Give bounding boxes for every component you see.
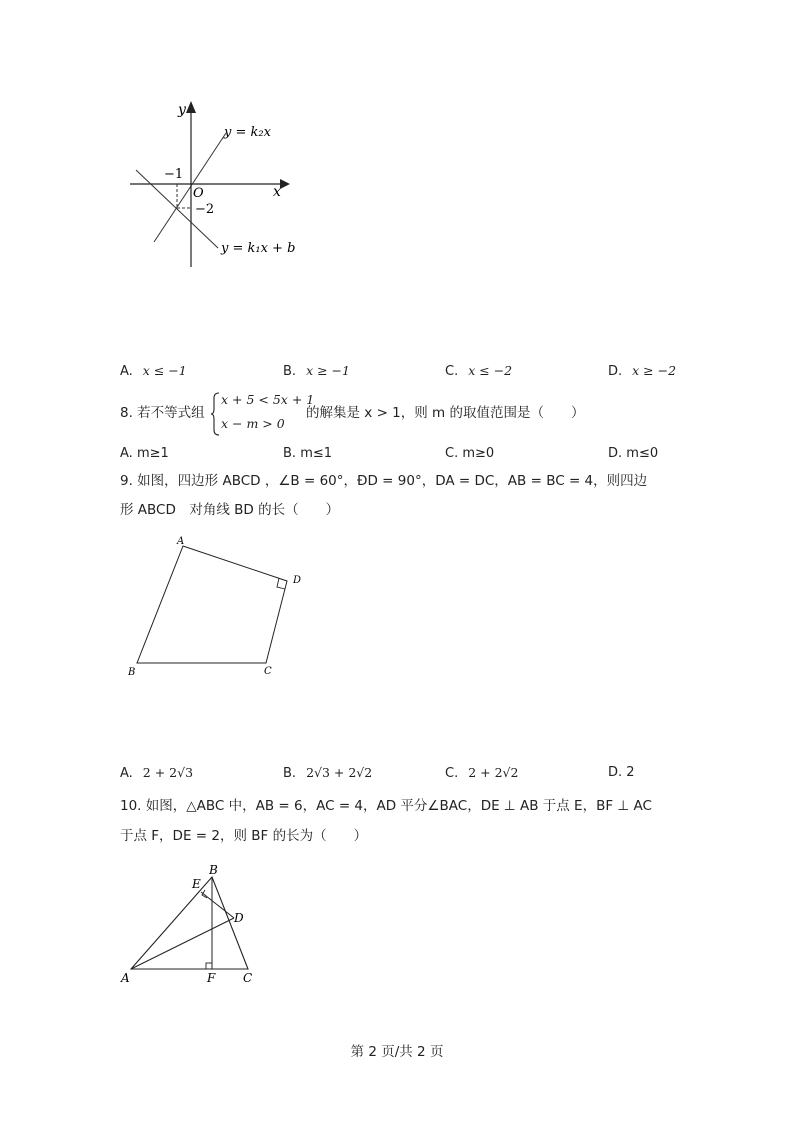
q8-option-a[interactable] xyxy=(120,446,169,461)
option-text: x ≤ −2 xyxy=(468,363,513,378)
vertex-b-label: B xyxy=(128,667,136,678)
option-letter: A. xyxy=(120,446,133,461)
point-e-label: E xyxy=(192,877,201,891)
option-letter: D. xyxy=(608,446,623,461)
tick-neg1-label: −1 xyxy=(164,167,184,182)
q7-option-a[interactable] xyxy=(120,363,187,379)
tick-neg2-label: −2 xyxy=(195,202,215,217)
q8-eq1: x + 5 < 5x + 1 xyxy=(221,392,315,407)
q8-option-b[interactable] xyxy=(283,446,332,461)
page-footer: 第 2 页/共 2 页 xyxy=(350,1044,444,1060)
vertex-d-label: D xyxy=(293,575,302,586)
option-letter: C. xyxy=(445,364,459,379)
triangle-abc xyxy=(131,877,248,969)
brace-icon xyxy=(211,392,221,436)
vertex-a-label: A xyxy=(177,536,185,547)
q8-prefix: 8. 若不等式组 xyxy=(120,405,205,421)
vertex-c-label: C xyxy=(243,971,253,985)
q7-option-b[interactable] xyxy=(283,363,350,379)
q9-option-b[interactable] xyxy=(283,765,372,781)
line-k2x xyxy=(154,133,226,242)
option-text: m≥1 xyxy=(136,446,169,461)
vertex-a-label: A xyxy=(121,971,130,985)
option-text: 2 + 2√2 xyxy=(468,765,519,780)
option-letter: B. xyxy=(283,446,297,461)
option-letter: D. xyxy=(608,364,623,379)
option-text: m≥0 xyxy=(462,446,495,461)
line-k2x-label: y = k₂x xyxy=(224,125,271,140)
origin-label: O xyxy=(193,186,204,201)
option-letter: D. xyxy=(608,765,623,780)
q8-suffix: 的解集是 x > 1，则 m 的取值范围是（ ） xyxy=(306,405,585,421)
vertex-c-label: C xyxy=(264,666,272,677)
option-text: m≤0 xyxy=(626,446,659,461)
option-letter: B. xyxy=(283,766,297,781)
option-letter: B. xyxy=(283,364,297,379)
right-angle-mark-e xyxy=(202,890,207,898)
q8-option-d[interactable] xyxy=(608,446,658,461)
option-text: 2√3 + 2√2 xyxy=(306,765,373,780)
line-k1x-b-label: y = k₁x + b xyxy=(221,241,296,256)
option-text: x ≥ −2 xyxy=(632,363,677,378)
option-text: 2 xyxy=(626,765,635,780)
q9-option-d[interactable] xyxy=(608,765,635,780)
option-letter: C. xyxy=(445,766,459,781)
axis-x-label: x xyxy=(273,184,281,200)
q7-option-d[interactable] xyxy=(608,363,676,379)
figure-triangle xyxy=(115,860,275,990)
x-axis-arrow xyxy=(280,179,290,189)
axis-y-label: y xyxy=(178,102,186,118)
option-text: x ≤ −1 xyxy=(142,363,187,378)
option-letter: C. xyxy=(445,446,459,461)
q7-option-c[interactable] xyxy=(445,363,512,379)
option-text: m≤1 xyxy=(300,446,333,461)
quadrilateral-abcd xyxy=(137,546,287,663)
segment-ad xyxy=(131,918,234,969)
q9-line2: 形 ABCD 对角线 BD 的长（ ） xyxy=(120,502,340,518)
q9-option-c[interactable] xyxy=(445,765,518,781)
segment-de xyxy=(201,892,234,918)
option-text: 2 + 2√3 xyxy=(142,765,194,780)
q10-line1: 10. 如图，△ABC 中，AB = 6，AC = 4，AD 平分∠BAC，DE ⊥ AB 于点 E，BF ⊥ AC xyxy=(120,798,652,814)
y-axis-arrow xyxy=(186,101,196,113)
figure-linear-functions xyxy=(120,95,320,270)
point-f-label: F xyxy=(207,971,216,985)
q9-option-a[interactable] xyxy=(120,765,193,781)
option-text: x ≥ −1 xyxy=(306,363,350,378)
q8-eq2: x − m > 0 xyxy=(221,416,285,431)
figure-quadrilateral xyxy=(120,535,320,685)
q8-inequality-system xyxy=(211,392,315,436)
q9-line1: 9. 如图，四边形 ABCD ，∠B = 60°，ÐD = 90°，DA = DC，AB = BC = 4，则四边 xyxy=(120,473,648,489)
vertex-b-label: B xyxy=(209,863,218,877)
point-d-label: D xyxy=(234,911,244,925)
q10-line2: 于点 F，DE = 2，则 BF 的长为（ ） xyxy=(120,828,368,844)
option-letter: A. xyxy=(120,766,133,781)
option-letter: A. xyxy=(120,364,133,379)
right-angle-mark-f xyxy=(206,963,212,969)
q8-option-c[interactable] xyxy=(445,446,494,461)
